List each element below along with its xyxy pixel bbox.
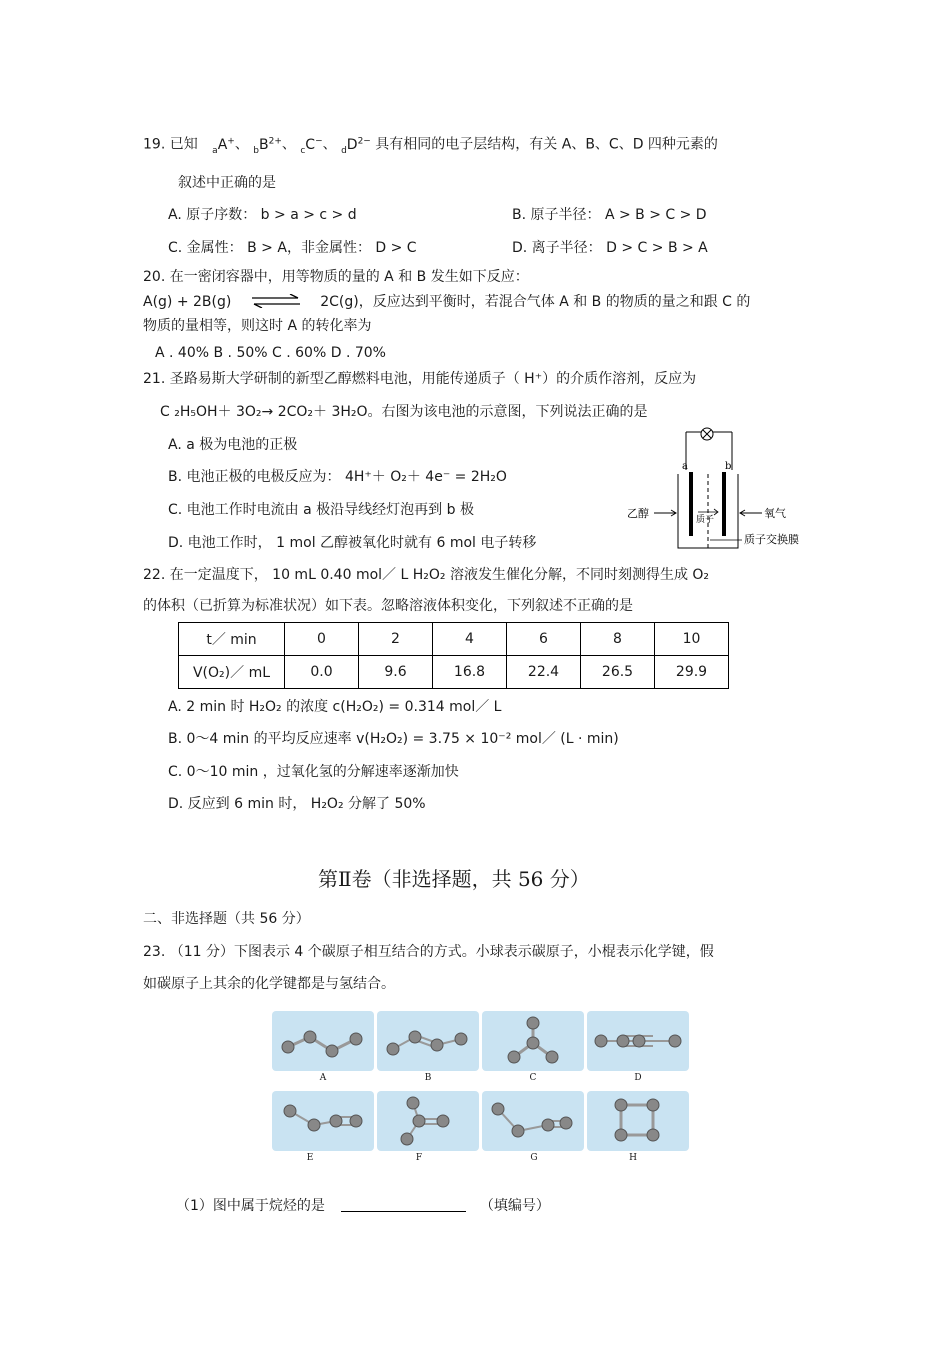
q21-option-c: C. 电池工作时电流由 a 极沿导线经灯泡再到 b 极 [168,502,474,518]
q20-eq-right: 2C(g)，反应达到平衡时，若混合气体 A 和 B 的物质的量之和跟 C 的 [320,294,751,310]
table-cell: 9.6 [359,656,433,689]
oxygen-volume-table [178,622,729,689]
electrode-b [722,472,726,536]
table-cell: 2 [359,623,433,656]
q20-eq-left: A(g) + 2B(g) [143,294,232,310]
ion-c-sub: c [300,145,306,156]
electrode-b-label: b [725,461,732,472]
ion-b [253,136,282,156]
q21-option-a: A. a 极为电池的正极 [168,437,298,453]
q21-equation: C ₂H₅OH＋ 3O₂→ 2CO₂＋ 3H₂O。右图为该电池的示意图，下列说法正确的是 [160,404,648,420]
ion-c [300,136,323,156]
q19-stem: 19. 已知 $_a$A+、 $_bB^{2+}$、 $_c$C−、 $_dD^{2-}$ 具有相同的电子层结构，有关 A、B、C、D 四种元素的 [143,136,718,156]
q19-option-a: A. 原子序数： b > a > c > d [168,207,357,223]
molecule-h-icon [587,1091,689,1151]
q22-stem-line2: 的体积（已折算为标准状况）如下表。忽略溶液体积变化，下列叙述不正确的是 [143,598,633,614]
molecule-e-icon [272,1091,374,1151]
table-cell: 8 [581,623,655,656]
molecule-d-icon [587,1011,689,1071]
equilibrium-arrow-icon [250,294,302,308]
molecule-label: H [629,1153,637,1163]
q20-stem-line3: 物质的量相等，则这时 A 的转化率为 [143,318,372,334]
ion-d-sym: D [346,136,358,153]
electrode-a [689,472,693,536]
q22-option-c: C. 0～10 min ，过氧化氢的分解速率逐渐加快 [168,764,459,780]
molecule-panel-g [482,1091,584,1151]
molecule-label: E [306,1153,314,1163]
table-cell: 0.0 [285,656,359,689]
ethanol-label: 乙醇 [627,507,649,520]
molecule-label: C [529,1073,537,1083]
q22-option-b: B. 0～4 min 的平均反应速率 v(H₂O₂) = 3.75 × 10⁻² mol／ (L · min) [168,731,619,747]
q21-option-b: B. 电池正极的电极反应为： 4H⁺＋ O₂＋ 4e⁻ = 2H₂O [168,469,507,485]
table-cell: 29.9 [655,656,729,689]
q21-option-d: D. 电池工作时， 1 mol 乙醇被氧化时就有 6 mol 电子转移 [168,535,537,551]
table-cell: 6 [507,623,581,656]
molecule-panel-d [587,1011,689,1071]
molecule-panel-b [377,1011,479,1071]
molecule-panel-e [272,1091,374,1151]
q19-prefix: 19. 已知 [143,136,198,153]
q19-suffix: 具有相同的电子层结构，有关 A、B、C、D 四种元素的 [375,136,718,153]
q19-option-c: C. 金属性： B > A，非金属性： D > C [168,240,417,256]
molecule-label: A [319,1073,327,1083]
table-cell: 4 [433,623,507,656]
table-cell: 0 [285,623,359,656]
answer-blank[interactable] [341,1197,466,1212]
table-header-volume: V(O₂)／ mL [179,656,285,689]
ion-d-sub: d [341,145,347,156]
molecule-panel-c [482,1011,584,1071]
table-cell: 16.8 [433,656,507,689]
table-row [179,623,729,656]
ion-d-sup: 2− [357,136,371,146]
ion-b-sym: B [258,136,269,153]
molecule-panel-a [272,1011,374,1071]
q22-option-a: A. 2 min 时 H₂O₂ 的浓度 c(H₂O₂) = 0.314 mol／ L [168,699,502,715]
ion-b-sup: 2+ [268,136,282,146]
q19-option-b: B. 原子半径： A > B > C > D [512,207,707,223]
ion-c-sym: C [305,136,316,153]
q23-stem: 23. （11 分）下图表示 4 个碳原子相互结合的方式。小球表示碳原子，小棍表示化学键，假 [143,944,714,960]
ion-b-sub: b [253,145,259,156]
q19-option-d: D. 离子半径： D > C > B > A [512,240,708,256]
molecule-g-icon [482,1091,584,1151]
q20-equation [143,293,750,311]
ion-a [212,136,235,156]
ion-c-sup: − [315,136,323,146]
table-cell: 10 [655,623,729,656]
ion-a-sym: A [217,136,228,153]
fuel-cell-diagram [620,422,820,562]
ion-a-sup: + [227,136,235,146]
molecule-label: B [424,1073,432,1083]
section-subtitle: 二、非选择题（共 56 分） [143,911,310,927]
molecule-c-icon [482,1011,584,1071]
q23-stem-line2: 如碳原子上其余的化学键都是与氢结合。 [143,976,395,992]
q20-stem: 20. 在一密闭容器中，用等物质的量的 A 和 B 发生如下反应： [143,269,529,285]
electrode-a-label: a [682,461,688,472]
q22-option-d: D. 反应到 6 min 时， H₂O₂ 分解了 50% [168,796,426,812]
table-row [179,656,729,689]
q23-sub1-suffix: （填编号） [479,1198,550,1214]
oxygen-label: 氧气 [764,507,786,520]
molecule-a-icon [272,1011,374,1071]
molecule-panel-h [587,1091,689,1151]
molecule-label: F [415,1153,423,1163]
molecule-label: G [530,1153,538,1163]
ion-d [341,136,371,156]
lamp-icon [701,428,713,440]
q22-stem: 22. 在一定温度下， 10 mL 0.40 mol／ L H₂O₂ 溶液发生催化分解，不同时刻测得生成 O₂ [143,567,710,583]
q23-sub1-prefix: （1）图中属于烷烃的是 [176,1198,325,1214]
q19-stem-line2: 叙述中正确的是 [178,175,276,191]
q20-options: A . 40% B . 50% C . 60% D . 70% [155,345,386,361]
q21-stem: 21. 圣路易斯大学研制的新型乙醇燃料电池，用能传递质子（ H⁺）的介质作溶剂，反应为 [143,371,697,387]
molecule-label: D [634,1073,642,1083]
table-cell: 22.4 [507,656,581,689]
molecule-b-icon [377,1011,479,1071]
table-cell: 26.5 [581,656,655,689]
proton-label: 质子 [696,515,715,525]
table-header-time: t／ min [179,623,285,656]
molecule-f-icon [377,1091,479,1151]
membrane-label: 质子交换膜 [744,533,799,546]
q23-subquestion-1 [176,1197,550,1215]
ion-a-sub: a [212,145,218,156]
molecule-panel-f [377,1091,479,1151]
section-title: 第Ⅱ卷（非选择题，共 56 分） [318,867,590,891]
